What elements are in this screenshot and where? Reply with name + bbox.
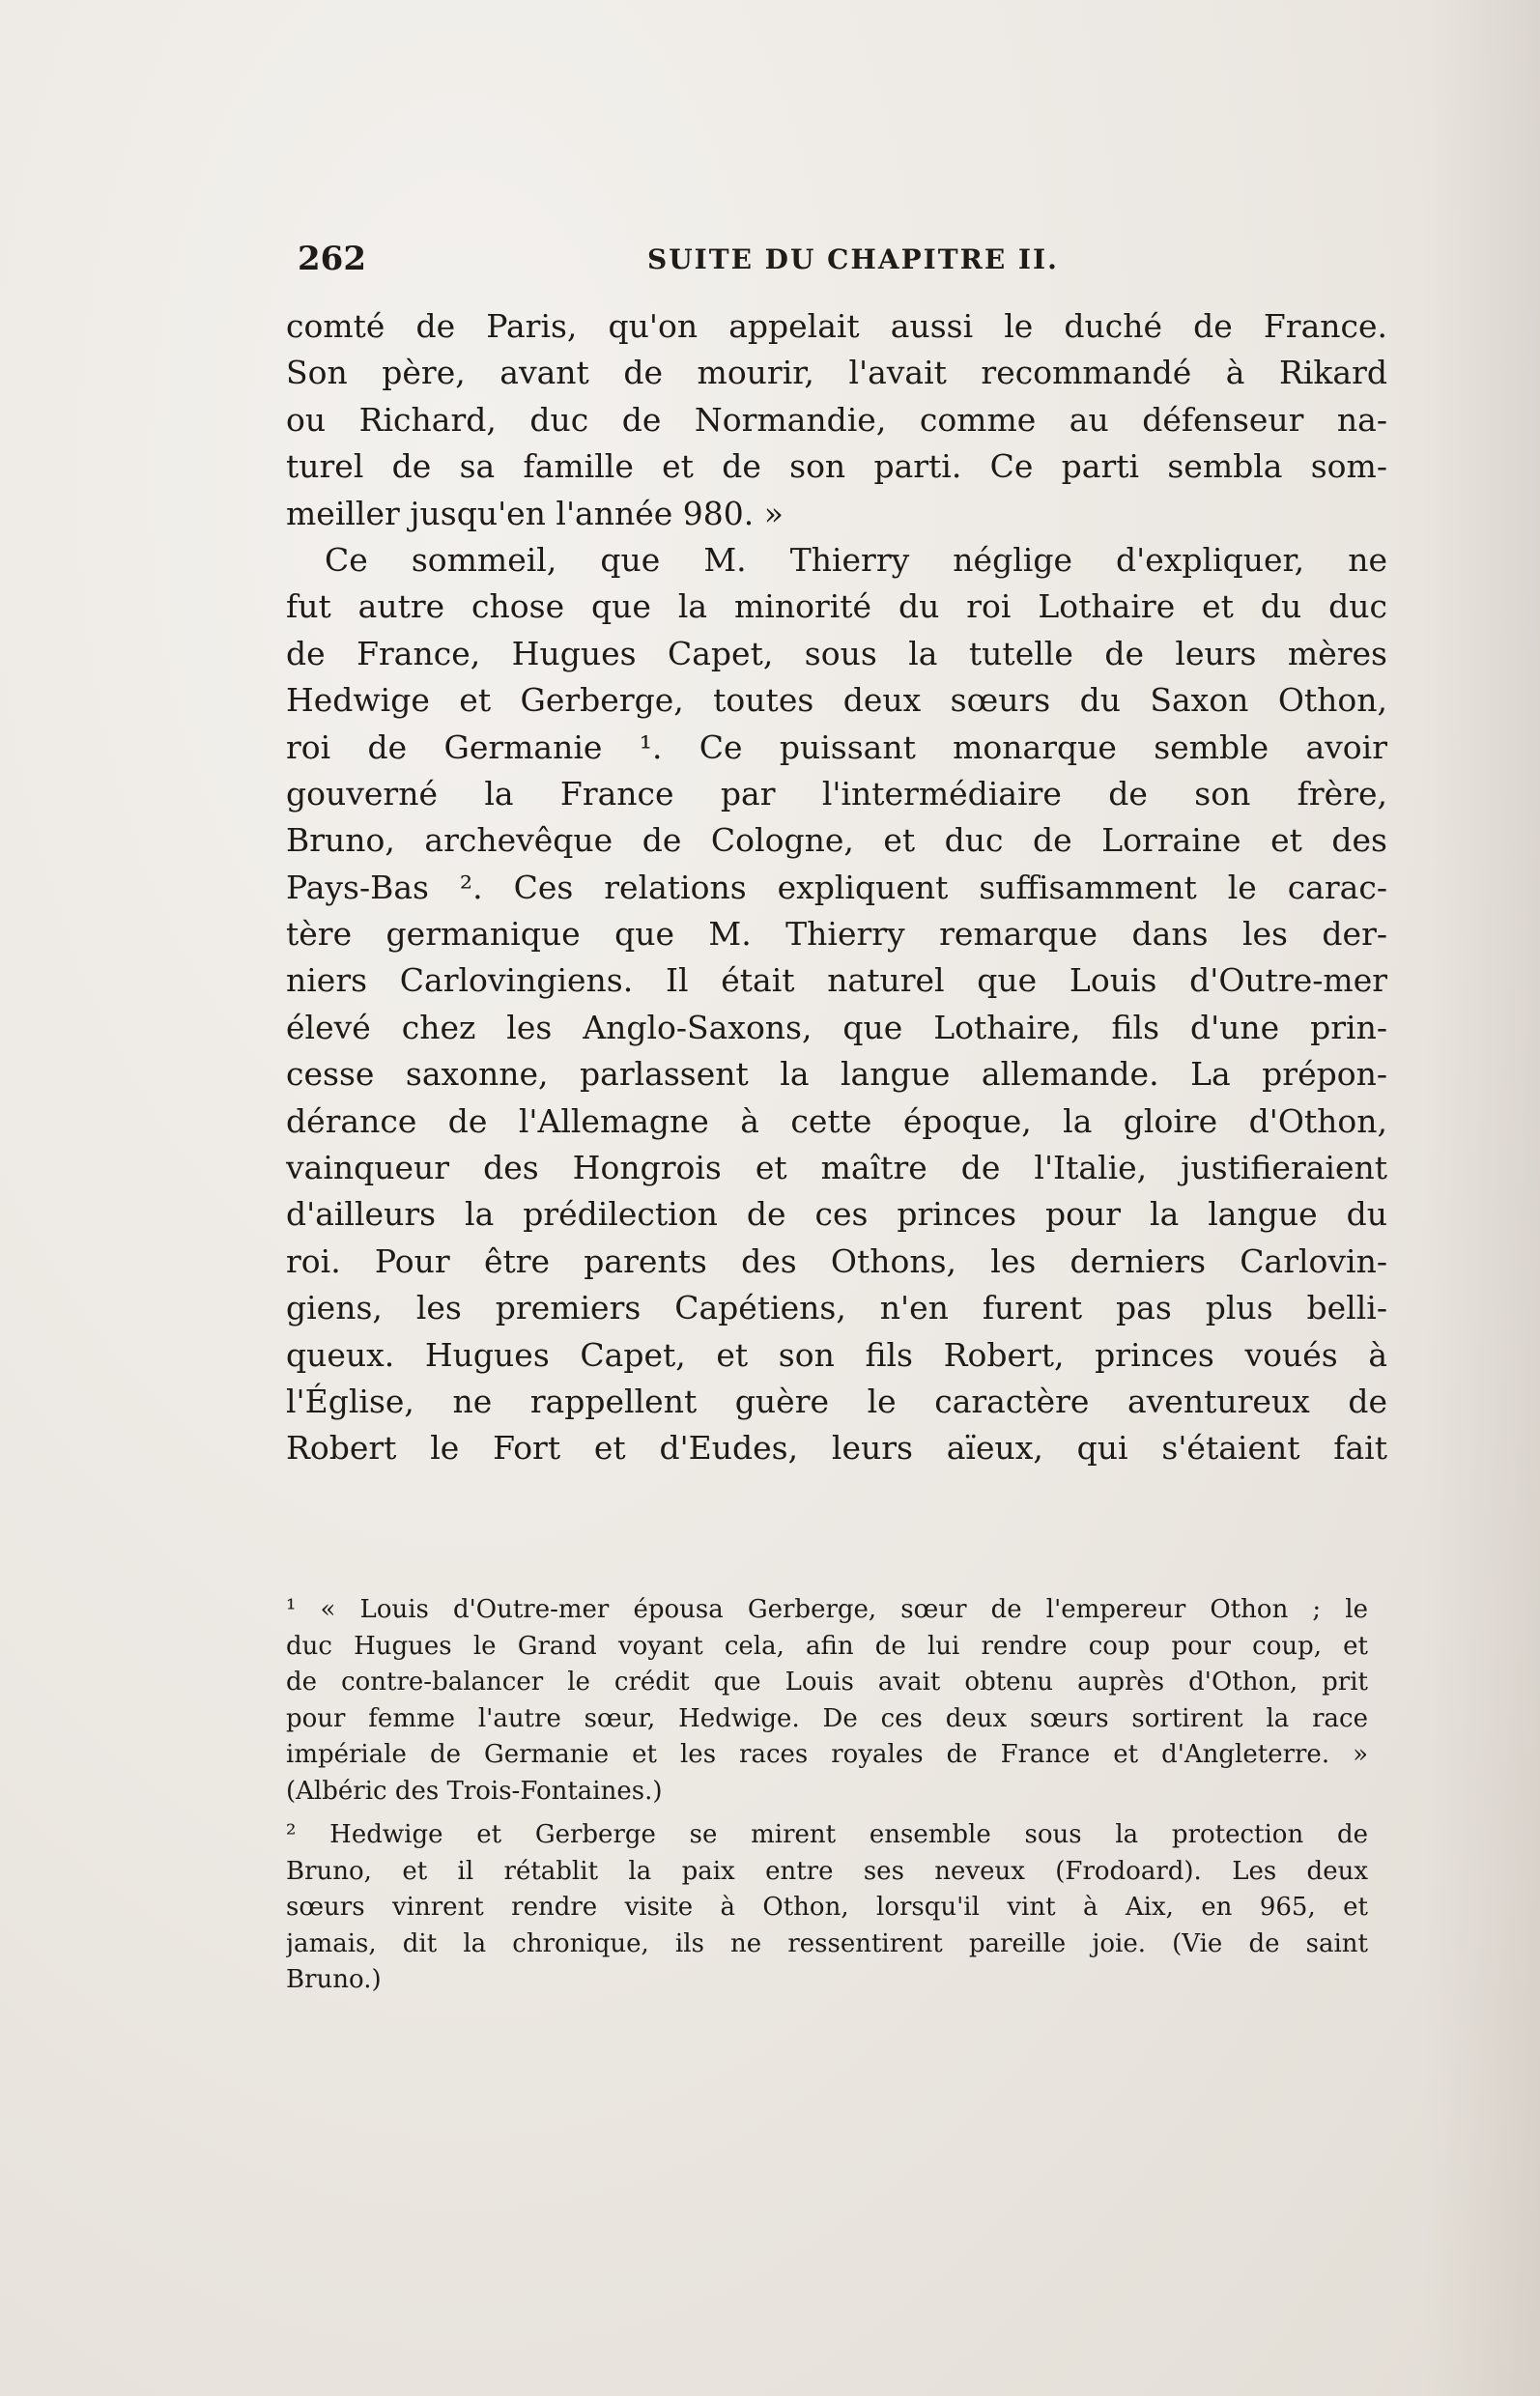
body-line: vainqueur des Hongrois et maître de l'Italie, justifieraient [286, 1149, 1387, 1187]
body-line: roi de Germanie ¹. Ce puissant monarque semble avoir [286, 727, 1387, 766]
page-number: 262 [298, 240, 366, 278]
body-line: de France, Hugues Capet, sous la tutelle de leurs mères [286, 634, 1387, 672]
body-line: Robert le Fort et d'Eudes, leurs aïeux, qui s'étaient fait [286, 1429, 1387, 1468]
footnote-line: impériale de Germanie et les races royales de France et d'Angleterre. » [286, 1740, 1368, 1769]
footnote-line: jamais, dit la chronique, ils ne ressentirent pareille joie. (Vie de saint [286, 1928, 1368, 1958]
footnote-line: Bruno.) [286, 1965, 382, 1994]
body-line: dérance de l'Allemagne à cette époque, la gloire d'Othon, [286, 1101, 1387, 1140]
page-edge-shadow [1424, 0, 1540, 2396]
body-line: cesse saxonne, parlassent la langue allemande. La prépon- [286, 1055, 1387, 1094]
body-line: giens, les premiers Capétiens, n'en furent pas plus belli- [286, 1289, 1387, 1327]
footnote-line: pour femme l'autre sœur, Hedwige. De ces deux sœurs sortirent la race [286, 1703, 1368, 1733]
body-line: ou Richard, duc de Normandie, comme au défenseur na- [286, 400, 1387, 439]
body-line: gouverné la France par l'intermédiaire de son frère, [286, 774, 1387, 813]
body-line: queux. Hugues Capet, et son fils Robert, princes voués à [286, 1335, 1387, 1374]
body-line: Son père, avant de mourir, l'avait recommandé à Rikard [286, 354, 1387, 392]
body-line: niers Carlovingiens. Il était naturel que Louis d'Outre-mer [286, 961, 1387, 1000]
body-line: comté de Paris, qu'on appelait aussi le duché de France. [286, 307, 1387, 345]
body-line: élevé chez les Anglo-Saxons, que Lothaire, fils d'une prin- [286, 1008, 1387, 1046]
body-line: d'ailleurs la prédilection de ces princes pour la langue du [286, 1195, 1387, 1234]
body-line: Hedwige et Gerberge, toutes deux sœurs du Saxon Othon, [286, 681, 1387, 720]
footnote-line: Bruno, et il rétablit la paix entre ses neveux (Frodoard). Les deux [286, 1856, 1368, 1886]
footnote-line: sœurs vinrent rendre visite à Othon, lorsqu'il vint à Aix, en 965, et [286, 1893, 1368, 1922]
body-line: roi. Pour être parents des Othons, les derniers Carlovin- [286, 1241, 1387, 1280]
body-line: Ce sommeil, que M. Thierry néglige d'expliquer, ne [325, 540, 1387, 579]
body-text [286, 303, 1387, 1472]
footnote-line: ² Hedwige et Gerberge se mirent ensemble sous la protection de [286, 1820, 1368, 1849]
footnote-line: de contre-balancer le crédit que Louis avait obtenu auprès d'Othon, prit [286, 1668, 1368, 1697]
running-head [298, 240, 1380, 288]
footnote-line: duc Hugues le Grand voyant cela, afin de lui rendre coup pour coup, et [286, 1631, 1368, 1661]
running-title: SUITE DU CHAPITRE II. [647, 243, 1059, 275]
body-line: l'Église, ne rappellent guère le caractère aventureux de [286, 1382, 1387, 1420]
footnote-line: ¹ « Louis d'Outre-mer épousa Gerberge, sœur de l'empereur Othon ; le [286, 1595, 1368, 1624]
body-line: tère germanique que M. Thierry remarque dans les der- [286, 915, 1387, 954]
body-line: meiller jusqu'en l'année 980. » [286, 494, 784, 532]
footnote-gap [286, 1810, 1368, 1817]
footnote-line: (Albéric des Trois-Fontaines.) [286, 1776, 663, 1806]
footnotes [286, 1592, 1368, 1999]
body-line: Bruno, archevêque de Cologne, et duc de Lorraine et des [286, 821, 1387, 860]
body-line: fut autre chose que la minorité du roi Lothaire et du duc [286, 587, 1387, 626]
body-line: turel de sa famille et de son parti. Ce parti sembla som- [286, 447, 1387, 486]
body-line: Pays-Bas ². Ces relations expliquent suffisamment le carac- [286, 868, 1387, 906]
